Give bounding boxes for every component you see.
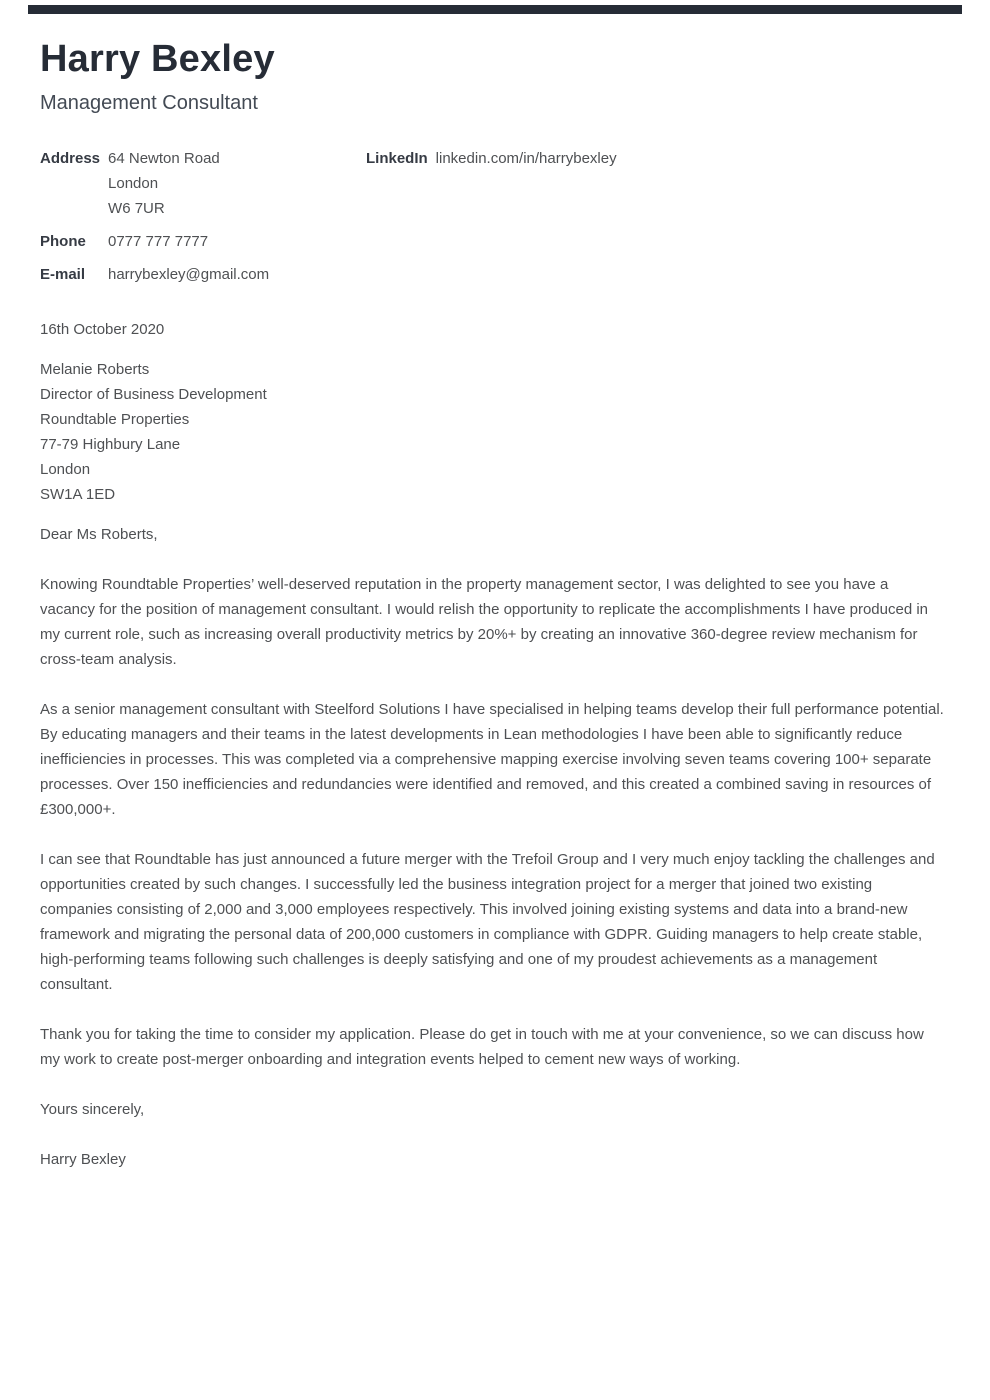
recipient-line: Director of Business Development (40, 385, 267, 403)
recipient-line: Roundtable Properties (40, 410, 190, 428)
letter-date: 16th October 2020 (40, 320, 165, 338)
recipient-block (40, 357, 946, 507)
body-paragraph: I can see that Roundtable has just announced a future merger with the Trefoil Group and I very much enjoy tackling the challenges and opportunities created by such changes. I successfully led the business integration project for a merger that joined two existing companies consisting of 2,000 and 3,000 employees respectively. This involved joining existing systems and data into a brand-new framework and migrating the personal data of 200,000 customers in compliance with GDPR. Guiding managers to help create stable, high-performing teams following such challenges is deeply satisfying and one of my proudest achievements as a management consultant. (40, 850, 935, 993)
recipient-line: Melanie Roberts (40, 360, 150, 378)
applicant-name: Harry Bexley (40, 38, 275, 80)
contact-linkedin (366, 146, 617, 171)
letter-body (40, 317, 946, 1172)
recipient-line: London (40, 460, 91, 478)
address-line: W6 7UR (108, 199, 165, 217)
address-label: Address (40, 149, 101, 167)
body-paragraph: As a senior management consultant with Steelford Solutions I have specialised in helping teams develop their full performance potential. By educating managers and their teams in the latest developments in Lean methodologies I have been able to significantly reduce inefficiencies in processes. This was completed via a comprehensive mapping exercise involving seven teams covering 100+ separate processes. Over 150 inefficiencies and redundancies were identified and removed, and this created a combined saving in resources of £300,000+. (40, 700, 944, 818)
contact-phone (40, 229, 946, 254)
applicant-job-title: Management Consultant (40, 91, 258, 114)
salutation: Dear Ms Roberts, (40, 525, 158, 543)
signature-name: Harry Bexley (40, 1150, 126, 1168)
address-value (108, 146, 220, 221)
email-value: harrybexley@gmail.com (108, 265, 270, 283)
recipient-line: SW1A 1ED (40, 485, 116, 503)
contact-section (40, 146, 946, 287)
linkedin-label: LinkedIn (366, 149, 428, 167)
address-line: 64 Newton Road (108, 149, 220, 167)
body-paragraph: Knowing Roundtable Properties’ well-deserved reputation in the property management sector, I was delighted to see you have a vacancy for the position of management consultant. I would relish the opportunity to replicate the accomplishments I have produced in my current role, such as increasing overall productivity metrics by 20%+ by creating an innovative 360-degree review mechanism for cross-team analysis. (40, 575, 929, 668)
top-accent-bar (28, 5, 962, 14)
email-label: E-mail (40, 265, 86, 283)
recipient-line: 77-79 Highbury Lane (40, 435, 181, 453)
phone-label: Phone (40, 232, 86, 250)
body-paragraph: Thank you for taking the time to consider my application. Please do get in touch with me at your convenience, so we can discuss how my work to create post-merger onboarding and integration events helped to cement new ways of working. (40, 1025, 924, 1068)
linkedin-value: linkedin.com/in/harrybexley (435, 149, 617, 167)
address-line: London (108, 174, 159, 192)
closing-phrase: Yours sincerely, (40, 1100, 145, 1118)
phone-value: 0777 777 7777 (108, 232, 209, 250)
contact-email (40, 262, 946, 287)
